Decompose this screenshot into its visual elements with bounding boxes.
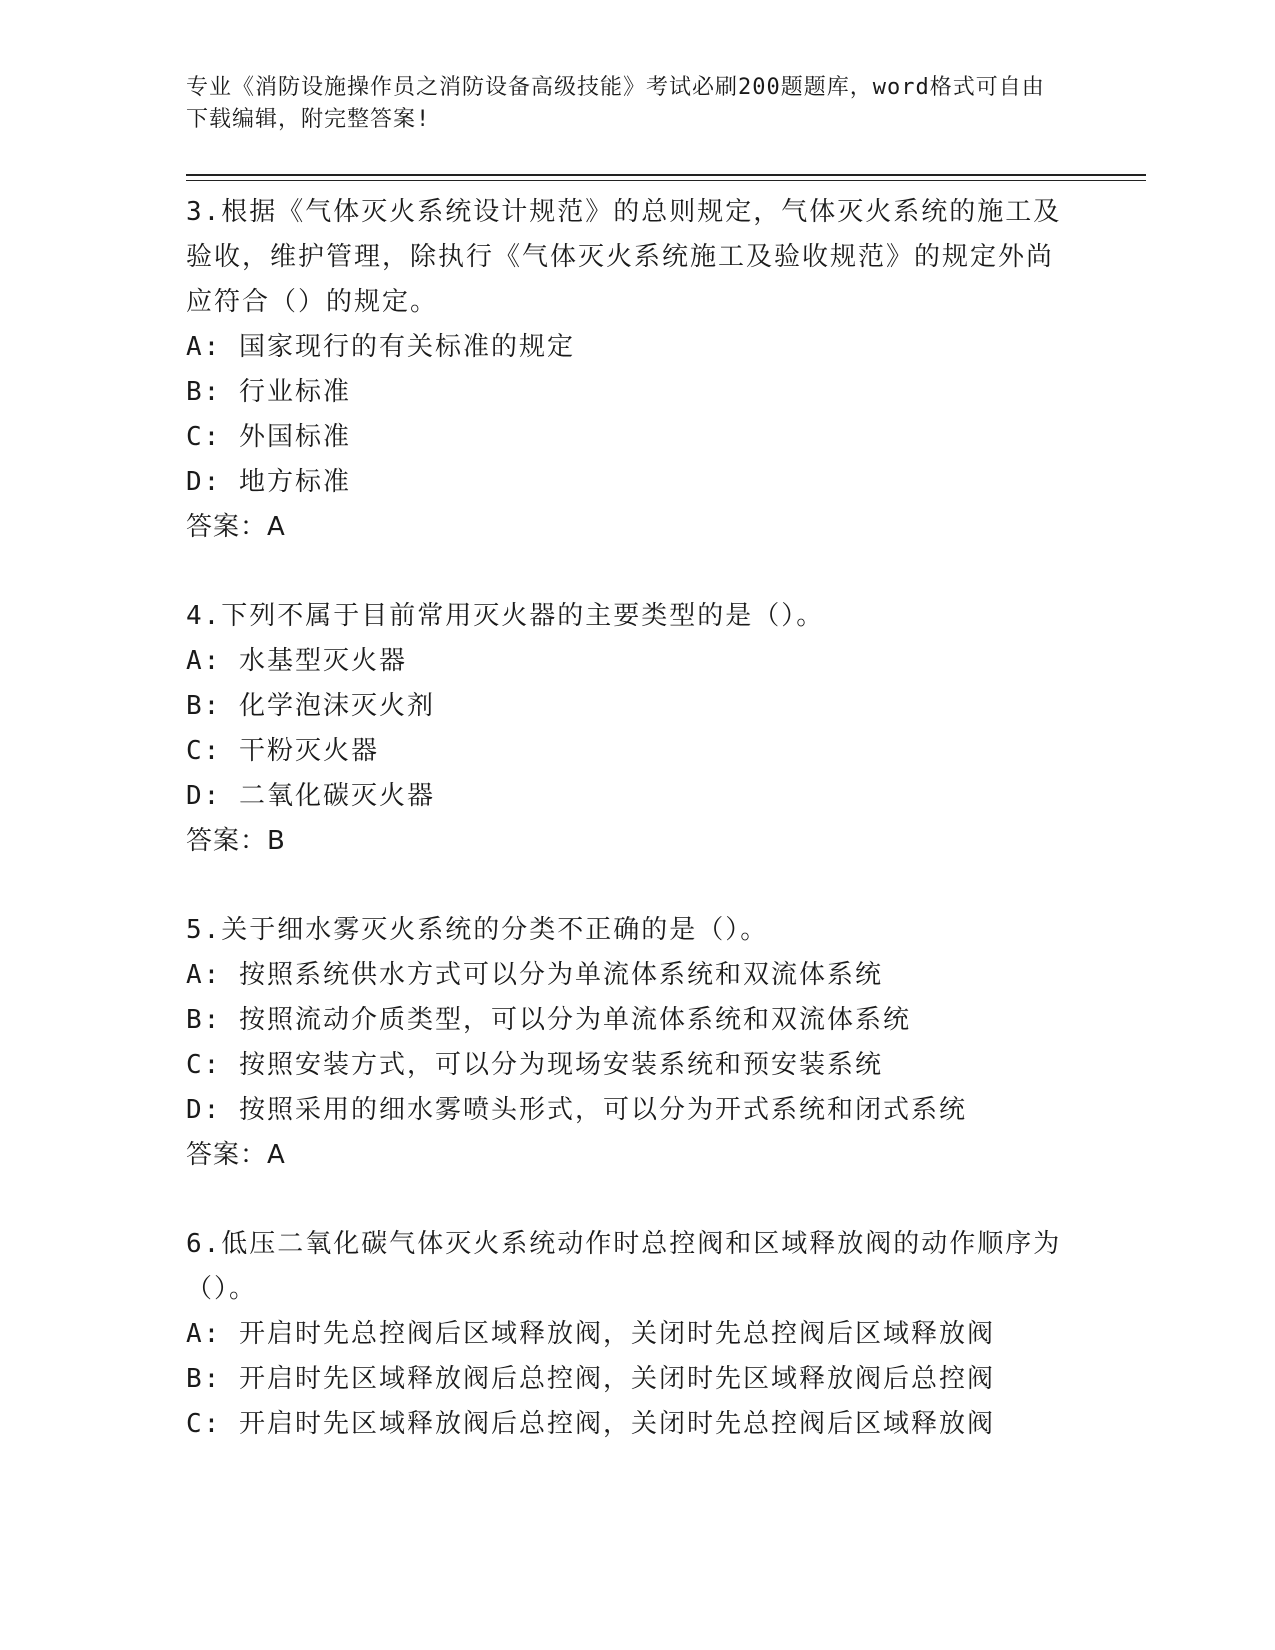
option-d: D: 按照采用的细水雾喷头形式，可以分为开式系统和闭式系统 [186,1095,967,1125]
question-text: 6.低压二氧化碳气体灭火系统动作时总控阀和区域释放阀的动作顺序为（）。 [186,1229,1062,1304]
question-list [186,190,1066,1491]
option-a: A: 水基型灭火器 [186,646,407,676]
question-text: 4.下列不属于目前常用灭火器的主要类型的是（）。 [186,601,825,631]
option-a: A: 按照系统供水方式可以分为单流体系统和双流体系统 [186,960,883,990]
question-text: 5.关于细水雾灭火系统的分类不正确的是（）。 [186,915,769,945]
answer-line: 答案：B [186,826,286,856]
header-divider-thick [186,174,1146,176]
option-c: C: 干粉灭火器 [186,736,379,766]
option-c: C: 按照安装方式，可以分为现场安装系统和预安装系统 [186,1050,883,1080]
option-a: A: 国家现行的有关标准的规定 [186,332,575,362]
question-4 [186,594,1066,864]
question-text: 3.根据《气体灭火系统设计规范》的总则规定，气体灭火系统的施工及验收，维护管理，除执行《气体灭火系统施工及验收规范》的规定外尚应符合（）的规定。 [186,197,1062,317]
option-b: B: 行业标准 [186,377,351,407]
option-d: D: 二氧化碳灭火器 [186,781,435,811]
option-b: B: 按照流动介质类型，可以分为单流体系统和双流体系统 [186,1005,911,1035]
question-3 [186,190,1066,550]
question-5 [186,908,1066,1178]
option-c: C: 外国标准 [186,422,351,452]
document-header: 专业《消防设施操作员之消防设备高级技能》考试必刷200题题库，word格式可自由下载编辑，附完整答案! [186,75,1045,132]
answer-line: 答案：A [186,512,286,542]
option-c: C: 开启时先区域释放阀后总控阀，关闭时先总控阀后区域释放阀 [186,1409,995,1439]
option-b: B: 化学泡沫灭火剂 [186,691,435,721]
option-d: D: 地方标准 [186,467,351,497]
option-b: B: 开启时先区域释放阀后总控阀，关闭时先区域释放阀后总控阀 [186,1364,995,1394]
header-divider-thin [186,180,1146,181]
answer-line: 答案：A [186,1140,286,1170]
question-6 [186,1222,1066,1447]
option-a: A: 开启时先总控阀后区域释放阀，关闭时先总控阀后区域释放阀 [186,1319,995,1349]
